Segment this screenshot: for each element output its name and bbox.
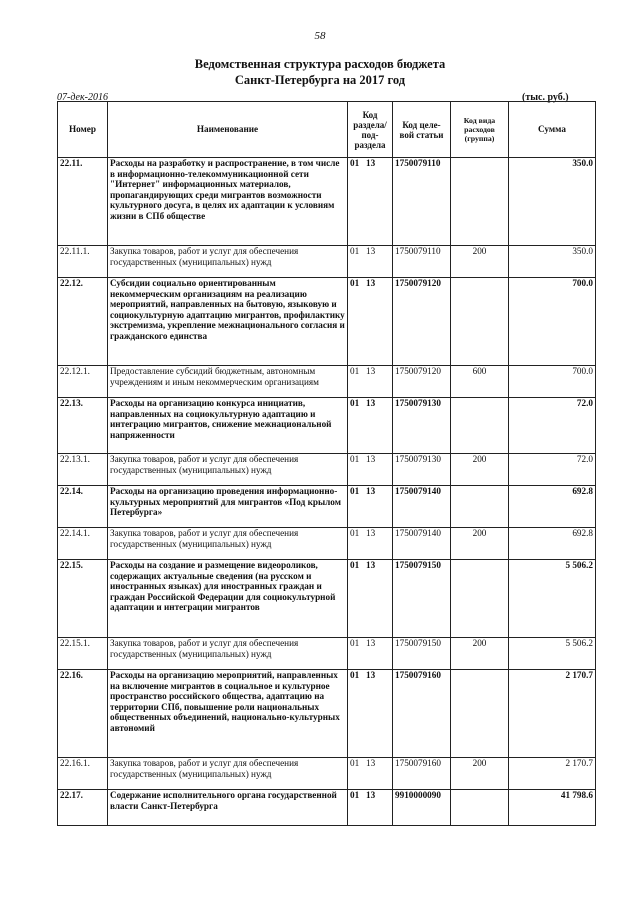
- row-sum: 41 798.6: [509, 790, 596, 826]
- row-section: [348, 158, 393, 246]
- row-name: Расходы на организацию конкурса инициатив, направленных на социокультурную адаптацию и интеграцию мигрантов, снижение межнациональной напряженности: [108, 398, 348, 454]
- table-header-row: [58, 102, 596, 158]
- row-sum: 692.8: [509, 486, 596, 528]
- row-sum: 5 506.2: [509, 560, 596, 638]
- table-row: [58, 158, 596, 246]
- row-number: 22.14.: [58, 486, 108, 528]
- row-expense-type: [451, 486, 509, 528]
- table-row: [58, 366, 596, 398]
- table-row: [58, 246, 596, 278]
- row-expense-type: 200: [451, 454, 509, 486]
- row-section-code: 01: [350, 398, 360, 408]
- row-number: 22.16.: [58, 670, 108, 758]
- row-subsection-code: 13: [366, 790, 376, 800]
- row-sum: 2 170.7: [509, 758, 596, 790]
- row-subsection-code: 13: [366, 758, 376, 768]
- row-section: [348, 246, 393, 278]
- row-expense-type: [451, 790, 509, 826]
- title-line-2: Санкт-Петербурга на 2017 год: [234, 73, 406, 87]
- row-number: 22.16.1.: [58, 758, 108, 790]
- row-number: 22.11.: [58, 158, 108, 246]
- row-sum: 350.0: [509, 246, 596, 278]
- row-number: 22.12.: [58, 278, 108, 366]
- row-section: [348, 790, 393, 826]
- row-target-article: 1750079160: [393, 758, 451, 790]
- row-section-code: 01: [350, 790, 360, 800]
- row-target-article: 1750079130: [393, 454, 451, 486]
- row-section-code: 01: [350, 246, 360, 256]
- row-target-article: 1750079130: [393, 398, 451, 454]
- row-subsection-code: 13: [366, 398, 376, 408]
- row-section: [348, 638, 393, 670]
- row-subsection-code: 13: [366, 670, 376, 680]
- row-target-article: 1750079160: [393, 670, 451, 758]
- row-name: Закупка товаров, работ и услуг для обеспечения государственных (муниципальных) нужд: [108, 758, 348, 790]
- row-section: [348, 486, 393, 528]
- row-section: [348, 366, 393, 398]
- row-target-article: 1750079120: [393, 366, 451, 398]
- row-number: 22.15.1.: [58, 638, 108, 670]
- row-expense-type: [451, 670, 509, 758]
- row-subsection-code: 13: [366, 454, 376, 464]
- row-section: [348, 560, 393, 638]
- row-name: Субсидии социально ориентированным некоммерческим организациям на реализацию мероприятий, направленных на бытовую, языковую и социокультурную адаптацию мигрантов, профилактику экстремизма, укрепление межнационального согласия и гражданского единства: [108, 278, 348, 366]
- table-row: [58, 670, 596, 758]
- row-expense-type: 200: [451, 758, 509, 790]
- row-sum: 72.0: [509, 454, 596, 486]
- page-number: 58: [314, 30, 326, 42]
- row-number: 22.13.: [58, 398, 108, 454]
- document-date: 07-дек-2016: [57, 92, 108, 103]
- row-target-article: 1750079110: [393, 246, 451, 278]
- table-row: [58, 758, 596, 790]
- header-target-article: Код целе- вой статьи: [393, 102, 451, 158]
- title-line-1: Ведомственная структура расходов бюджета: [194, 57, 446, 71]
- row-section-code: 01: [350, 528, 360, 538]
- row-name: Расходы на организацию мероприятий, направленных на включение мигрантов в социальное и культурное пространство российского общества, адаптацию на территории СПб, повышение роли национальных общественных объединений, национально-культурных автономий: [108, 670, 348, 758]
- row-section-code: 01: [350, 758, 360, 768]
- row-section-code: 01: [350, 638, 360, 648]
- table-row: [58, 454, 596, 486]
- units-label: (тыс. руб.): [522, 92, 569, 103]
- row-subsection-code: 13: [366, 158, 376, 168]
- row-sum: 350.0: [509, 158, 596, 246]
- row-section-code: 01: [350, 158, 360, 168]
- header-section: Код раздела/ под- раздела: [348, 102, 393, 158]
- header-number: Номер: [58, 102, 108, 158]
- row-section: [348, 758, 393, 790]
- row-sum: 692.8: [509, 528, 596, 560]
- table-row: [58, 560, 596, 638]
- row-sum: 700.0: [509, 278, 596, 366]
- row-subsection-code: 13: [366, 486, 376, 496]
- row-section: [348, 528, 393, 560]
- row-section-code: 01: [350, 560, 360, 570]
- row-sum: 72.0: [509, 398, 596, 454]
- header-sum: Сумма: [509, 102, 596, 158]
- row-name: Расходы на создание и размещение видеороликов, содержащих актуальные сведения (на русском и иностранных языках) для иностранных граждан и граждан Российской Федерации для социокультурной адаптации и интеграции мигрантов: [108, 560, 348, 638]
- table-row: [58, 638, 596, 670]
- budget-table: [57, 101, 596, 826]
- row-section-code: 01: [350, 486, 360, 496]
- row-target-article: 1750079140: [393, 528, 451, 560]
- row-section: [348, 398, 393, 454]
- row-sum: 2 170.7: [509, 670, 596, 758]
- row-expense-type: [451, 398, 509, 454]
- row-number: 22.14.1.: [58, 528, 108, 560]
- row-target-article: 1750079150: [393, 638, 451, 670]
- row-subsection-code: 13: [366, 638, 376, 648]
- row-target-article: 9910000090: [393, 790, 451, 826]
- row-section: [348, 454, 393, 486]
- row-expense-type: [451, 560, 509, 638]
- row-name: Закупка товаров, работ и услуг для обеспечения государственных (муниципальных) нужд: [108, 528, 348, 560]
- row-subsection-code: 13: [366, 366, 376, 376]
- row-section: [348, 670, 393, 758]
- row-expense-type: 200: [451, 528, 509, 560]
- row-number: 22.12.1.: [58, 366, 108, 398]
- row-target-article: 1750079110: [393, 158, 451, 246]
- row-section: [348, 278, 393, 366]
- row-expense-type: 200: [451, 638, 509, 670]
- row-subsection-code: 13: [366, 246, 376, 256]
- header-name: Наименование: [108, 102, 348, 158]
- row-name: Содержание исполнительного органа государственной власти Санкт-Петербурга: [108, 790, 348, 826]
- row-name: Закупка товаров, работ и услуг для обеспечения государственных (муниципальных) нужд: [108, 638, 348, 670]
- row-target-article: 1750079150: [393, 560, 451, 638]
- table-row: [58, 790, 596, 826]
- row-number: 22.11.1.: [58, 246, 108, 278]
- row-name: Расходы на разработку и распространение, в том числе в информационно-телекоммуникационной сети "Интернет" информационных материалов, пропагандирующих среди мигрантов возможности культурного досуга, в целях их адаптации к условиям жизни в СПб обществе: [108, 158, 348, 246]
- row-section-code: 01: [350, 366, 360, 376]
- row-name: Расходы на организацию проведения информационно-культурных мероприятий для мигрантов «Под крылом Петербурга»: [108, 486, 348, 528]
- row-expense-type: [451, 278, 509, 366]
- table-row: [58, 486, 596, 528]
- row-name: Закупка товаров, работ и услуг для обеспечения государственных (муниципальных) нужд: [108, 246, 348, 278]
- row-number: 22.15.: [58, 560, 108, 638]
- row-subsection-code: 13: [366, 528, 376, 538]
- row-subsection-code: 13: [366, 560, 376, 570]
- row-section-code: 01: [350, 670, 360, 680]
- table-row: [58, 528, 596, 560]
- row-number: 22.17.: [58, 790, 108, 826]
- table-row: [58, 398, 596, 454]
- row-target-article: 1750079120: [393, 278, 451, 366]
- row-subsection-code: 13: [366, 278, 376, 288]
- row-number: 22.13.1.: [58, 454, 108, 486]
- table-row: [58, 278, 596, 366]
- row-name: Закупка товаров, работ и услуг для обеспечения государственных (муниципальных) нужд: [108, 454, 348, 486]
- row-section-code: 01: [350, 278, 360, 288]
- row-expense-type: 600: [451, 366, 509, 398]
- header-expense-type: Код вида расходов (группа): [451, 102, 509, 158]
- row-sum: 5 506.2: [509, 638, 596, 670]
- row-name: Предоставление субсидий бюджетным, автономным учреждениям и иным некоммерческим организациям: [108, 366, 348, 398]
- row-section-code: 01: [350, 454, 360, 464]
- row-expense-type: [451, 158, 509, 246]
- row-target-article: 1750079140: [393, 486, 451, 528]
- row-sum: 700.0: [509, 366, 596, 398]
- document-title: [0, 56, 640, 88]
- row-expense-type: 200: [451, 246, 509, 278]
